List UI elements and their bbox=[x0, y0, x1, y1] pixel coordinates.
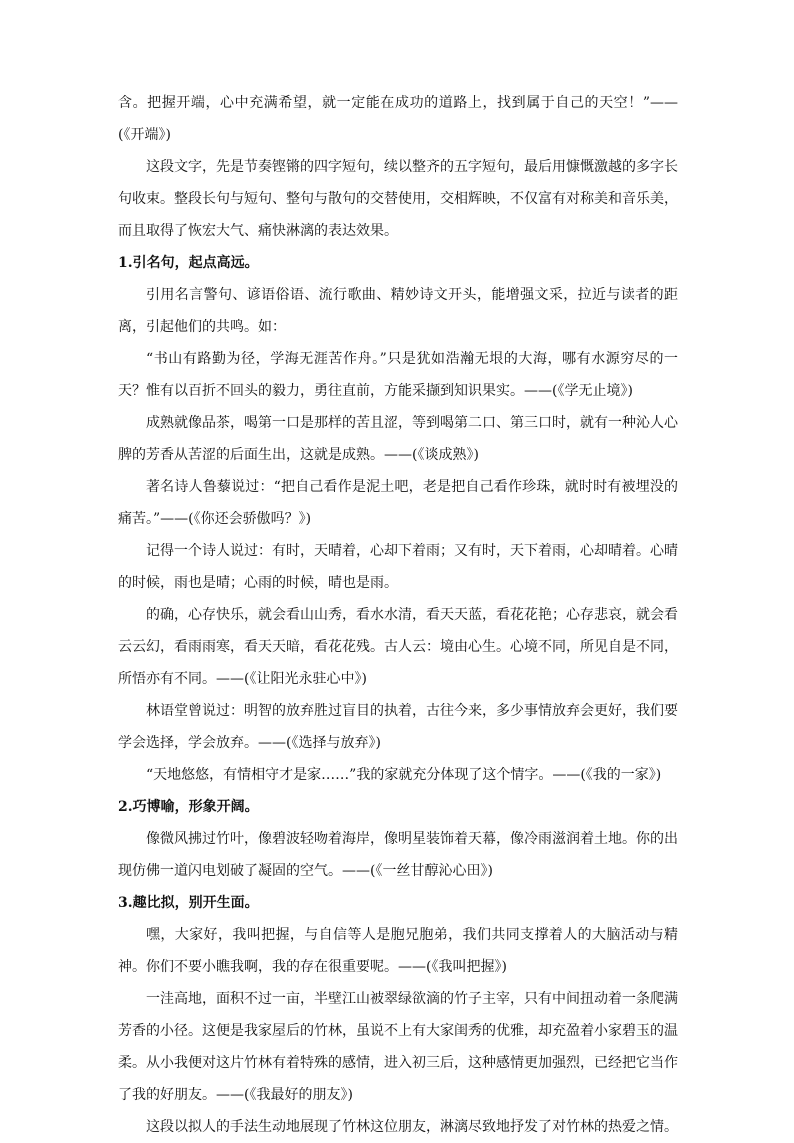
paragraph: 的确，心存快乐，就会看山山秀，看水水清，看天天蓝，看花花艳；心存悲哀，就会看云云幻，看雨雨寒，看天天暗，看花花残。古人云：境由心生。心境不同，所见自是不同，所悟亦有不同。——(《让阳光永驻心中》) bbox=[118, 607, 678, 687]
paragraph: 林语堂曾说过：明智的放弃胜过盲目的执着，古往今来，多少事情放弃会更好，我们要学会选择，学会放弃。——(《选择与放弃》) bbox=[118, 703, 678, 751]
paragraph: “天地悠悠，有情相守才是家……”我的家就充分体现了这个情字。——(《我的一家》) bbox=[146, 767, 662, 783]
paragraph: 成熟就像品茶，喝第一口是那样的苦且涩，等到喝第二口、第三口时，就有一种沁人心脾的芳香从苦涩的后面生出，这就是成熟。——(《谈成熟》) bbox=[118, 415, 678, 463]
paragraph: “书山有路勤为径，学海无涯苦作舟。”只是犹如浩瀚无垠的大海，哪有水源穷尽的一天？惟有以百折不回头的毅力，勇往直前，方能采撷到知识果实。——(《学无止境》) bbox=[118, 351, 678, 399]
paragraph: 这段以拟人的手法生动地展现了竹林这位朋友，淋漓尽致地抒发了对竹林的热爱之情。 bbox=[146, 1119, 678, 1135]
paragraph: 像微风拂过竹叶，像碧波轻吻着海岸，像明星装饰着天幕，像冷雨滋润着土地。你的出现仿佛一道闪电划破了凝固的空气。——(《一丝甘醇沁心田》) bbox=[118, 831, 678, 879]
section-heading: 1.引名句，起点高远。 bbox=[118, 255, 259, 271]
paragraph: 著名诗人鲁藜说过：“把自己看作是泥土吧，老是把自己看作珍珠，就时时有被埋没的痛苦。”——(《你还会骄傲吗？》) bbox=[118, 479, 678, 527]
paragraph: 一洼高地，面积不过一亩，半壁江山被翠绿欲滴的竹子主宰，只有中间扭动着一条爬满芳香的小径。这便是我家屋后的竹林，虽说不上有大家闺秀的优雅，却充盈着小家碧玉的温柔。从小我便对这片竹林有着特殊的感情，进入初三后，这种感情更加强烈，已经把它当作了我的好朋友。——(《我最好的朋友》) bbox=[118, 991, 678, 1103]
paragraph: 记得一个诗人说过：有时，天晴着，心却下着雨；又有时，天下着雨，心却晴着。心晴的时候，雨也是晴；心雨的时候，晴也是雨。 bbox=[118, 543, 678, 591]
document-body bbox=[118, 87, 678, 1143]
paragraph: 引用名言警句、谚语俗语、流行歌曲、精妙诗文开头，能增强文采，拉近与读者的距离，引起他们的共鸣。如： bbox=[118, 287, 678, 335]
paragraph: 含。把握开端，心中充满希望，就一定能在成功的道路上，找到属于自己的天空！”——(《开端》) bbox=[118, 95, 678, 143]
section-heading: 2.巧博喻，形象开阔。 bbox=[118, 799, 259, 815]
section-heading: 3.趣比拟，别开生面。 bbox=[118, 895, 259, 911]
paragraph: 嘿，大家好，我叫把握，与自信等人是胞兄胞弟，我们共同支撑着人的大脑活动与精神。你们不要小瞧我啊，我的存在很重要呢。——(《我叫把握》) bbox=[118, 927, 678, 975]
paragraph: 这段文字，先是节奏铿锵的四字短句，续以整齐的五字短句，最后用慷慨激越的多字长句收束。整段长句与短句、整句与散句的交替使用，交相辉映，不仅富有对称美和音乐美，而且取得了恢宏大气、痛快淋漓的表达效果。 bbox=[118, 159, 678, 239]
